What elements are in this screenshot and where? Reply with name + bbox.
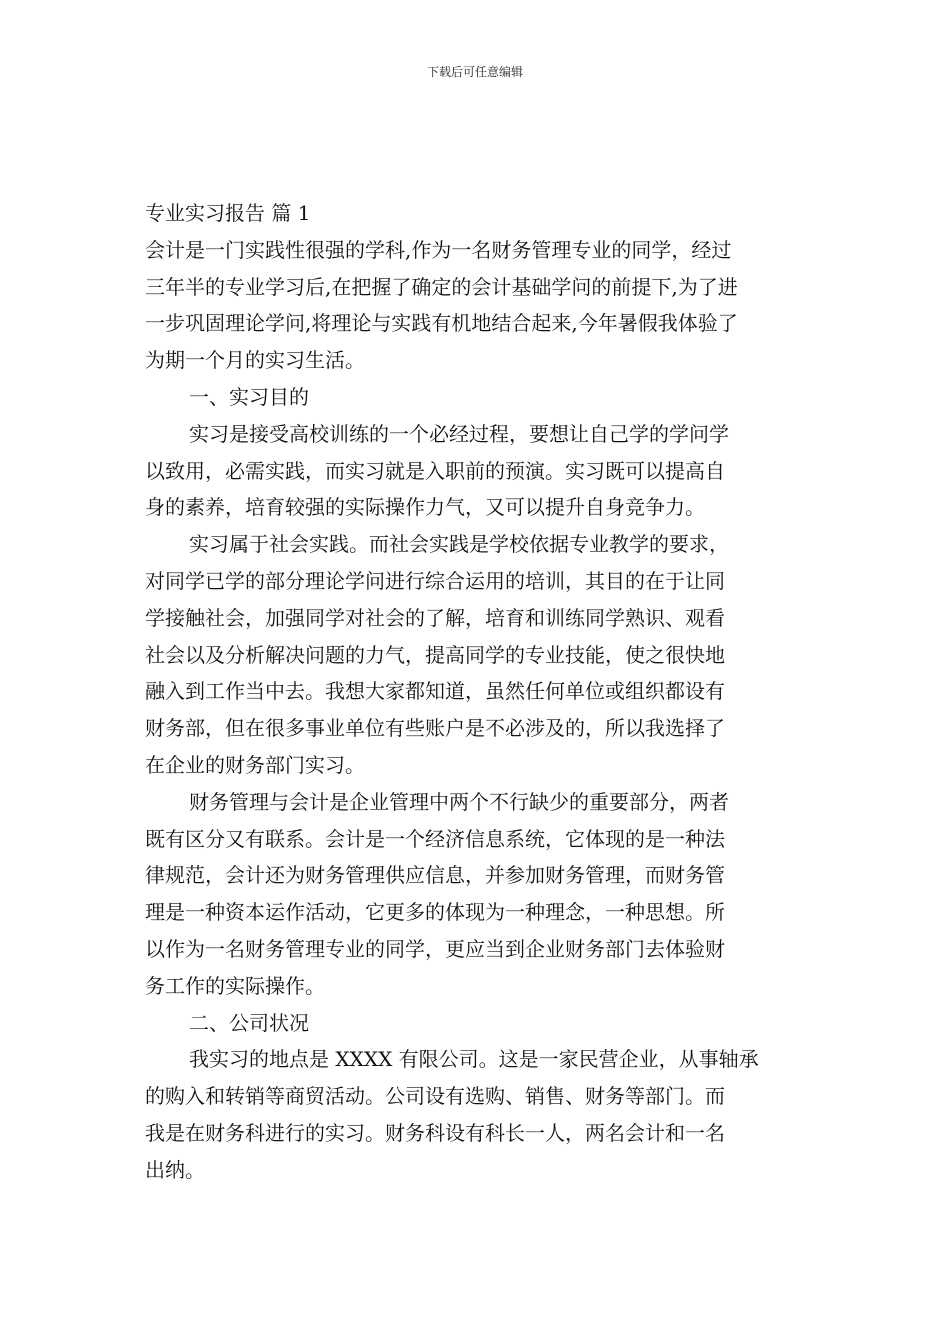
paragraph-line: 学接触社会，加强同学对社会的了解，培育和训练同学熟识、观看 bbox=[145, 605, 725, 630]
paragraph-line: 在企业的财务部门实习。 bbox=[145, 752, 365, 777]
paragraph-line: 融入到工作当中去。我想大家都知道，虽然任何单位或组织都设有 bbox=[145, 679, 725, 704]
paragraph-line: 身的素养，培育较强的实际操作力气，又可以提升自身竞争力。 bbox=[145, 495, 705, 520]
paragraph-line: 一步巩固理论学问,将理论与实践有机地结合起来,今年暑假我体验了 bbox=[145, 311, 738, 336]
document-title: 专业实习报告 篇 1 bbox=[145, 201, 311, 225]
paragraph-line: 对同学已学的部分理论学问进行综合运用的培训，其目的在于让同 bbox=[145, 568, 725, 593]
paragraph-company bbox=[145, 1041, 810, 1188]
paragraph-line: 我实习的地点是 XXXX 有限公司。这是一家民营企业，从事轴承 bbox=[189, 1047, 759, 1072]
paragraph-line: 三年半的专业学习后,在把握了确定的会计基础学问的前提下,为了进 bbox=[145, 274, 738, 299]
paragraph-line: 实习属于社会实践。而社会实践是学校依据专业教学的要求， bbox=[189, 532, 729, 557]
paragraph-line: 律规范，会计还为财务管理供应信息，并参加财务管理，而财务管 bbox=[145, 863, 725, 888]
document-body bbox=[145, 195, 810, 1189]
paragraph-purpose bbox=[145, 416, 810, 526]
paragraph-line: 务工作的实际操作。 bbox=[145, 973, 325, 998]
paragraph-finance-management bbox=[145, 784, 810, 1005]
section-heading-company: 二、公司状况 bbox=[189, 1010, 309, 1035]
paragraph-line: 出纳。 bbox=[145, 1157, 205, 1182]
paragraph-social-practice bbox=[145, 526, 810, 784]
paragraph-line: 实习是接受高校训练的一个必经过程，要想让自己学的学问学 bbox=[189, 421, 729, 446]
paragraph-line: 理是一种资本运作活动，它更多的体现为一种理念，一种思想。所 bbox=[145, 900, 725, 925]
paragraph-line: 既有区分又有联系。会计是一个经济信息系统，它体现的是一种法 bbox=[145, 826, 725, 851]
paragraph-line: 以致用，必需实践，而实习就是入职前的预演。实习既可以提高自 bbox=[145, 458, 725, 483]
header-note: 下载后可任意编辑 bbox=[426, 65, 523, 79]
paragraph-line: 社会以及分析解决问题的力气，提高同学的专业技能，使之很快地 bbox=[145, 642, 725, 667]
section-heading-purpose: 一、实习目的 bbox=[189, 384, 309, 409]
paragraph-line: 财务管理与会计是企业管理中两个不行缺少的重要部分，两者 bbox=[189, 789, 729, 814]
paragraph-line: 的购入和转销等商贸活动。公司设有选购、销售、财务等部门。而 bbox=[145, 1084, 725, 1109]
paragraph-line: 为期一个月的实习生活。 bbox=[145, 348, 365, 373]
paragraph-line: 财务部，但在很多事业单位有些账户是不必涉及的，所以我选择了 bbox=[145, 716, 725, 741]
paragraph-line: 会计是一门实践性很强的学科,作为一名财务管理专业的同学，经过 bbox=[145, 237, 732, 262]
intro-paragraph bbox=[145, 232, 810, 379]
paragraph-line: 我是在财务科进行的实习。财务科设有科长一人，两名会计和一名 bbox=[145, 1120, 725, 1145]
paragraph-line: 以作为一名财务管理专业的同学，更应当到企业财务部门去体验财 bbox=[145, 936, 725, 961]
